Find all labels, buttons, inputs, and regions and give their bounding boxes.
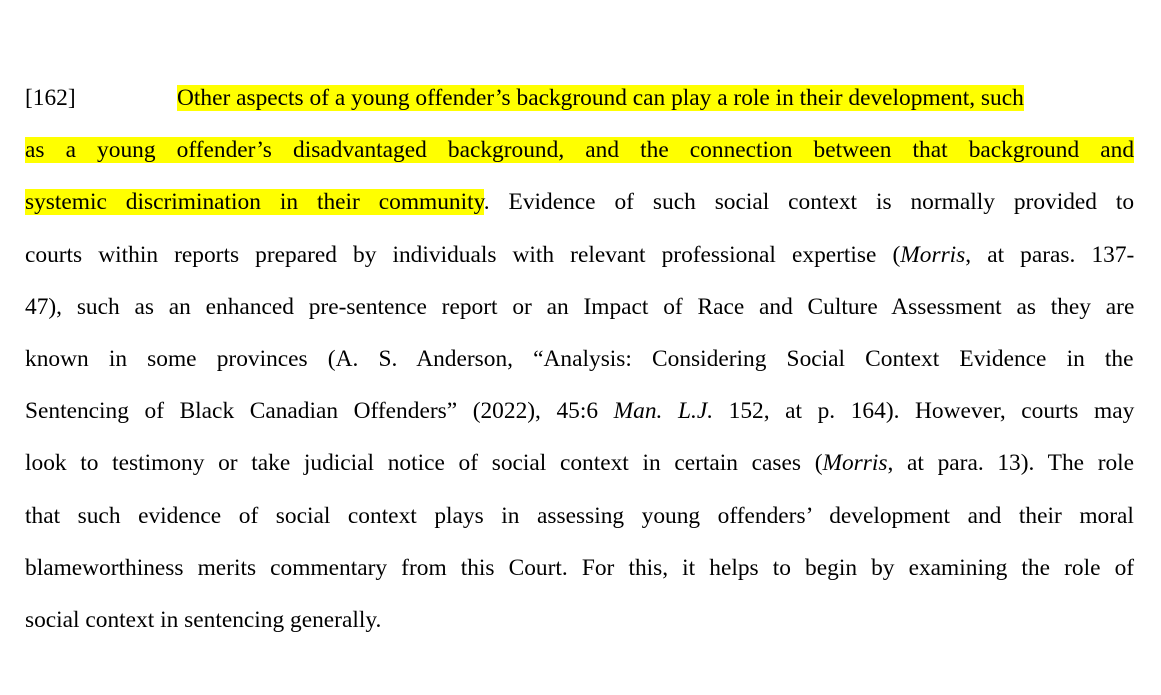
text-segment: 152, at p. 164). However, courts may [713,398,1135,425]
text-segment: courts within reports prepared by individuals with relevant professional expertise ( [25,241,901,268]
text-segment: social context in sentencing generally. [25,606,382,633]
paragraph-line-5 [25,281,1134,333]
line-text [177,72,1134,124]
judgment-paragraph [25,72,1134,646]
paragraph-line-10 [25,542,1134,594]
paragraph-line-3 [25,176,1134,228]
paragraph-line-2 [25,124,1134,176]
highlighted-text: systemic discrimination in their community [25,189,484,216]
text-segment: . Evidence of such social context is normally provided to [483,189,1135,216]
text-segment: look to testimony or take judicial notice of social context in certain cases ( [25,450,823,477]
case-citation: Morris [822,450,888,477]
text-segment: blameworthiness merits commentary from this Court. For this, it helps to begin by examining the role of [25,554,1135,581]
paragraph-line-1 [25,72,1134,124]
text-segment: Sentencing of Black Canadian Offenders” (2022), 45:6 [25,398,614,425]
highlighted-text: Other aspects of a young offender’s background can play a role in their development, such [177,85,1024,111]
paragraph-number: [162] [25,85,76,111]
highlighted-text: as a young offender’s disadvantaged background, and the connection between that background and [25,137,1135,164]
case-citation: Morris [900,241,966,268]
paragraph-line-4 [25,229,1134,281]
paragraph-line-6 [25,333,1134,385]
paragraph-line-7 [25,385,1134,437]
text-segment: , at para. 13). The role [887,450,1135,477]
paragraph-line-11 [25,594,1134,646]
case-citation: Man. L.J. [613,398,714,425]
text-segment: 47), such as an enhanced pre-sentence report or an Impact of Race and Culture Assessment as they are [25,293,1135,320]
paragraph-line-8 [25,437,1134,489]
text-segment: , at paras. 137- [965,241,1135,268]
paragraph-line-9 [25,490,1134,542]
text-segment: known in some provinces (A. S. Anderson, “Analysis: Considering Social Context Evidence in the [25,345,1134,372]
text-segment: that such evidence of social context plays in assessing young offenders’ development and their moral [25,502,1134,529]
